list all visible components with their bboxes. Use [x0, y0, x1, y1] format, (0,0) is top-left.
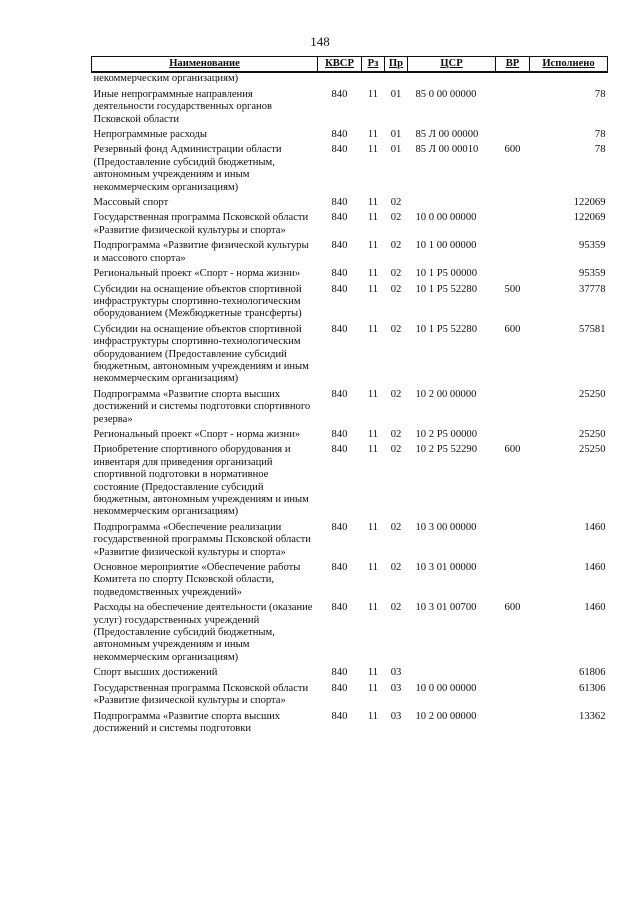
table-row [92, 682, 608, 710]
cell-vr [496, 239, 530, 267]
cell-vr [496, 88, 530, 128]
cell-rz [362, 72, 385, 87]
cell-kvsr: 840 [331, 323, 348, 335]
cell-rz: 11 [367, 88, 379, 100]
cell-name: Региональный проект «Спорт - норма жизни» [93, 428, 301, 440]
cell-vr [496, 521, 530, 561]
cell-rz: 11 [367, 197, 379, 209]
cell-csr: 10 3 00 00000 [415, 521, 477, 533]
cell-name: Государственная программа Псковской области «Развитие физической культуры и спорта» [93, 682, 309, 707]
cell-rz: 11 [367, 428, 379, 440]
budget-table [91, 56, 608, 737]
cell-vr [496, 128, 530, 143]
cell-kvsr: 840 [331, 212, 348, 224]
cell-csr: 85 0 00 00000 [415, 88, 477, 100]
cell-kvsr: 840 [331, 129, 348, 141]
cell-vr [496, 428, 530, 443]
cell-name: некоммерческим организациям) [93, 73, 239, 85]
table-row [92, 521, 608, 561]
cell-rz: 11 [367, 323, 379, 335]
cell-csr: 10 1 Р5 00000 [415, 268, 478, 280]
cell-pr: 02 [390, 521, 402, 533]
cell-done: 25250 [579, 444, 606, 456]
header-done: Исполнено [530, 57, 608, 73]
cell-kvsr: 840 [331, 268, 348, 280]
cell-pr: 02 [390, 323, 402, 335]
cell-vr: 500 [504, 283, 521, 295]
cell-rz: 11 [367, 444, 379, 456]
cell-done: 122069 [573, 197, 606, 209]
cell-kvsr [318, 72, 362, 87]
cell-vr [496, 561, 530, 601]
cell-kvsr: 840 [331, 88, 348, 100]
cell-rz: 11 [367, 129, 379, 141]
cell-vr [496, 666, 530, 681]
cell-vr [496, 388, 530, 428]
cell-csr [408, 666, 496, 681]
cell-vr: 600 [504, 444, 521, 456]
cell-name: Массовый спорт [93, 197, 169, 209]
cell-pr: 01 [390, 88, 402, 100]
table-row [92, 196, 608, 211]
cell-kvsr: 840 [331, 562, 348, 574]
cell-done: 1460 [584, 602, 606, 614]
cell-name: Приобретение спортивного оборудования и инвентаря для приведения организаций спортивной подготовки в нормативное состояние (Предоставление субсидий бюджетным, автономным учреждениям и иным некоммерческим организациям) [93, 444, 309, 518]
table-row [92, 443, 608, 520]
cell-csr: 10 1 Р5 52280 [415, 283, 478, 295]
table-row [92, 601, 608, 666]
table-body [92, 72, 608, 737]
cell-csr: 10 0 00 00000 [415, 682, 477, 694]
cell-rz: 11 [367, 602, 379, 614]
header-kvsr: КВСР [318, 57, 362, 73]
table-row [92, 128, 608, 143]
cell-csr: 10 1 Р5 52280 [415, 323, 478, 335]
cell-kvsr: 840 [331, 710, 348, 722]
cell-vr [496, 196, 530, 211]
cell-done: 13362 [579, 710, 606, 722]
cell-pr: 02 [390, 602, 402, 614]
cell-csr: 10 3 01 00700 [415, 602, 477, 614]
cell-done: 1460 [584, 562, 606, 574]
cell-name: Иные непрограммные направления деятельности государственных органов Псковской области [93, 88, 273, 125]
cell-vr: 600 [504, 144, 521, 156]
cell-name: Субсидии на оснащение объектов спортивной инфраструктуры спортивно-технологическим оборудованием (Межбюджетные трансферты) [93, 283, 302, 320]
cell-rz: 11 [367, 268, 379, 280]
cell-rz: 11 [367, 240, 379, 252]
cell-csr: 10 2 Р5 52290 [415, 444, 478, 456]
cell-kvsr: 840 [331, 521, 348, 533]
cell-pr: 03 [390, 667, 402, 679]
cell-vr [496, 682, 530, 710]
cell-name: Подпрограмма «Развитие спорта высших достижений и системы подготовки спортивного резерва» [93, 388, 311, 425]
cell-kvsr: 840 [331, 197, 348, 209]
cell-pr: 01 [390, 144, 402, 156]
cell-done: 122069 [573, 212, 606, 224]
cell-done: 25250 [579, 428, 606, 440]
page-number: 148 [310, 34, 330, 49]
cell-name: Непрограммные расходы [93, 129, 207, 141]
cell-done [530, 72, 608, 87]
cell-done: 78 [594, 129, 606, 141]
header-csr: ЦСР [408, 57, 496, 73]
cell-name: Спорт высших достижений [93, 667, 218, 679]
cell-done: 25250 [579, 388, 606, 400]
table-row [92, 283, 608, 323]
cell-done: 1460 [584, 521, 606, 533]
cell-kvsr: 840 [331, 428, 348, 440]
cell-name: Подпрограмма «Развитие физической культуры и массового спорта» [93, 240, 309, 264]
cell-kvsr: 840 [331, 144, 348, 156]
cell-csr: 10 3 01 00000 [415, 562, 477, 574]
cell-rz: 11 [367, 283, 379, 295]
cell-vr [496, 710, 530, 738]
header-pr: Пр [385, 57, 408, 73]
table-row [92, 388, 608, 428]
cell-csr: 85 Л 00 00000 [415, 129, 479, 141]
cell-pr: 02 [390, 268, 402, 280]
cell-csr: 10 2 00 00000 [415, 710, 477, 722]
cell-csr [408, 196, 496, 211]
cell-done: 61306 [579, 682, 606, 694]
cell-csr: 10 2 Р5 00000 [415, 428, 478, 440]
cell-kvsr: 840 [331, 682, 348, 694]
table-row [92, 88, 608, 128]
cell-vr [496, 72, 530, 87]
cell-csr: 10 1 00 00000 [415, 240, 477, 252]
cell-pr: 02 [390, 197, 402, 209]
cell-name: Региональный проект «Спорт - норма жизни» [93, 268, 301, 280]
cell-pr: 02 [390, 444, 402, 456]
cell-done: 57581 [579, 323, 606, 335]
cell-pr: 02 [390, 283, 402, 295]
cell-rz: 11 [367, 682, 379, 694]
cell-name: Основное мероприятие «Обеспечение работы Комитета по спорту Псковской области, подведомственных учреждений» [93, 562, 301, 598]
cell-done: 78 [594, 88, 606, 100]
cell-kvsr: 840 [331, 667, 348, 679]
cell-vr: 600 [504, 602, 521, 614]
table-header-row [92, 57, 608, 73]
cell-rz: 11 [367, 144, 379, 156]
cell-kvsr: 840 [331, 240, 348, 252]
cell-name: Государственная программа Псковской области «Развитие физической культуры и спорта» [93, 212, 309, 236]
cell-pr: 02 [390, 428, 402, 440]
header-rz: Рз [362, 57, 385, 73]
cell-csr [408, 72, 496, 87]
cell-pr: 03 [390, 682, 402, 694]
table-row [92, 72, 608, 87]
cell-rz: 11 [367, 212, 379, 224]
cell-name: Субсидии на оснащение объектов спортивной инфраструктуры спортивно-технологическим оборудованием (Предоставление субсидий бюджетным, автономным учреждениям и иным некоммерческим организациям) [93, 323, 309, 385]
cell-vr [496, 267, 530, 282]
cell-rz: 11 [367, 667, 379, 679]
cell-kvsr: 840 [331, 602, 348, 614]
cell-pr: 01 [390, 129, 402, 141]
cell-rz: 11 [367, 710, 379, 722]
cell-rz: 11 [367, 521, 379, 533]
cell-kvsr: 840 [331, 388, 348, 400]
cell-kvsr: 840 [331, 444, 348, 456]
table-row [92, 143, 608, 196]
header-vr: ВР [496, 57, 530, 73]
header-name: Наименование [92, 57, 318, 73]
table-row [92, 428, 608, 443]
cell-pr: 03 [390, 710, 402, 722]
cell-done: 95359 [579, 268, 606, 280]
table-row [92, 666, 608, 681]
cell-pr: 02 [390, 212, 402, 224]
cell-pr: 02 [390, 240, 402, 252]
cell-done: 95359 [579, 240, 606, 252]
cell-csr: 85 Л 00 00010 [415, 144, 479, 156]
cell-kvsr: 840 [331, 283, 348, 295]
cell-name: Расходы на обеспечение деятельности (оказание услуг) государственных учреждений (Предоставление субсидий бюджетным, автономным учреждениям и иным некоммерческим организациям) [93, 602, 313, 663]
cell-done: 78 [594, 144, 606, 156]
cell-vr: 600 [504, 323, 521, 335]
cell-pr: 02 [390, 388, 402, 400]
table-row [92, 267, 608, 282]
cell-csr: 10 2 00 00000 [415, 388, 477, 400]
cell-name: Подпрограмма «Развитие спорта высших достижений и системы подготовки [93, 710, 281, 734]
cell-vr [496, 211, 530, 239]
cell-name: Подпрограмма «Обеспечение реализации государственной программы Псковской области «Развитие физической культуры и спорта» [93, 521, 311, 558]
table-row [92, 710, 608, 738]
table-row [92, 561, 608, 601]
cell-rz: 11 [367, 562, 379, 574]
table-row [92, 323, 608, 388]
table-row [92, 239, 608, 267]
cell-done: 61806 [579, 667, 606, 679]
table-row [92, 211, 608, 239]
cell-pr [385, 72, 408, 87]
cell-csr: 10 0 00 00000 [415, 212, 477, 224]
cell-name: Резервный фонд Администрации области (Предоставление субсидий бюджетным, автономным учреждениям и иным некоммерческим организациям) [93, 144, 282, 193]
cell-done: 37778 [579, 283, 606, 295]
cell-rz: 11 [367, 388, 379, 400]
cell-pr: 02 [390, 562, 402, 574]
